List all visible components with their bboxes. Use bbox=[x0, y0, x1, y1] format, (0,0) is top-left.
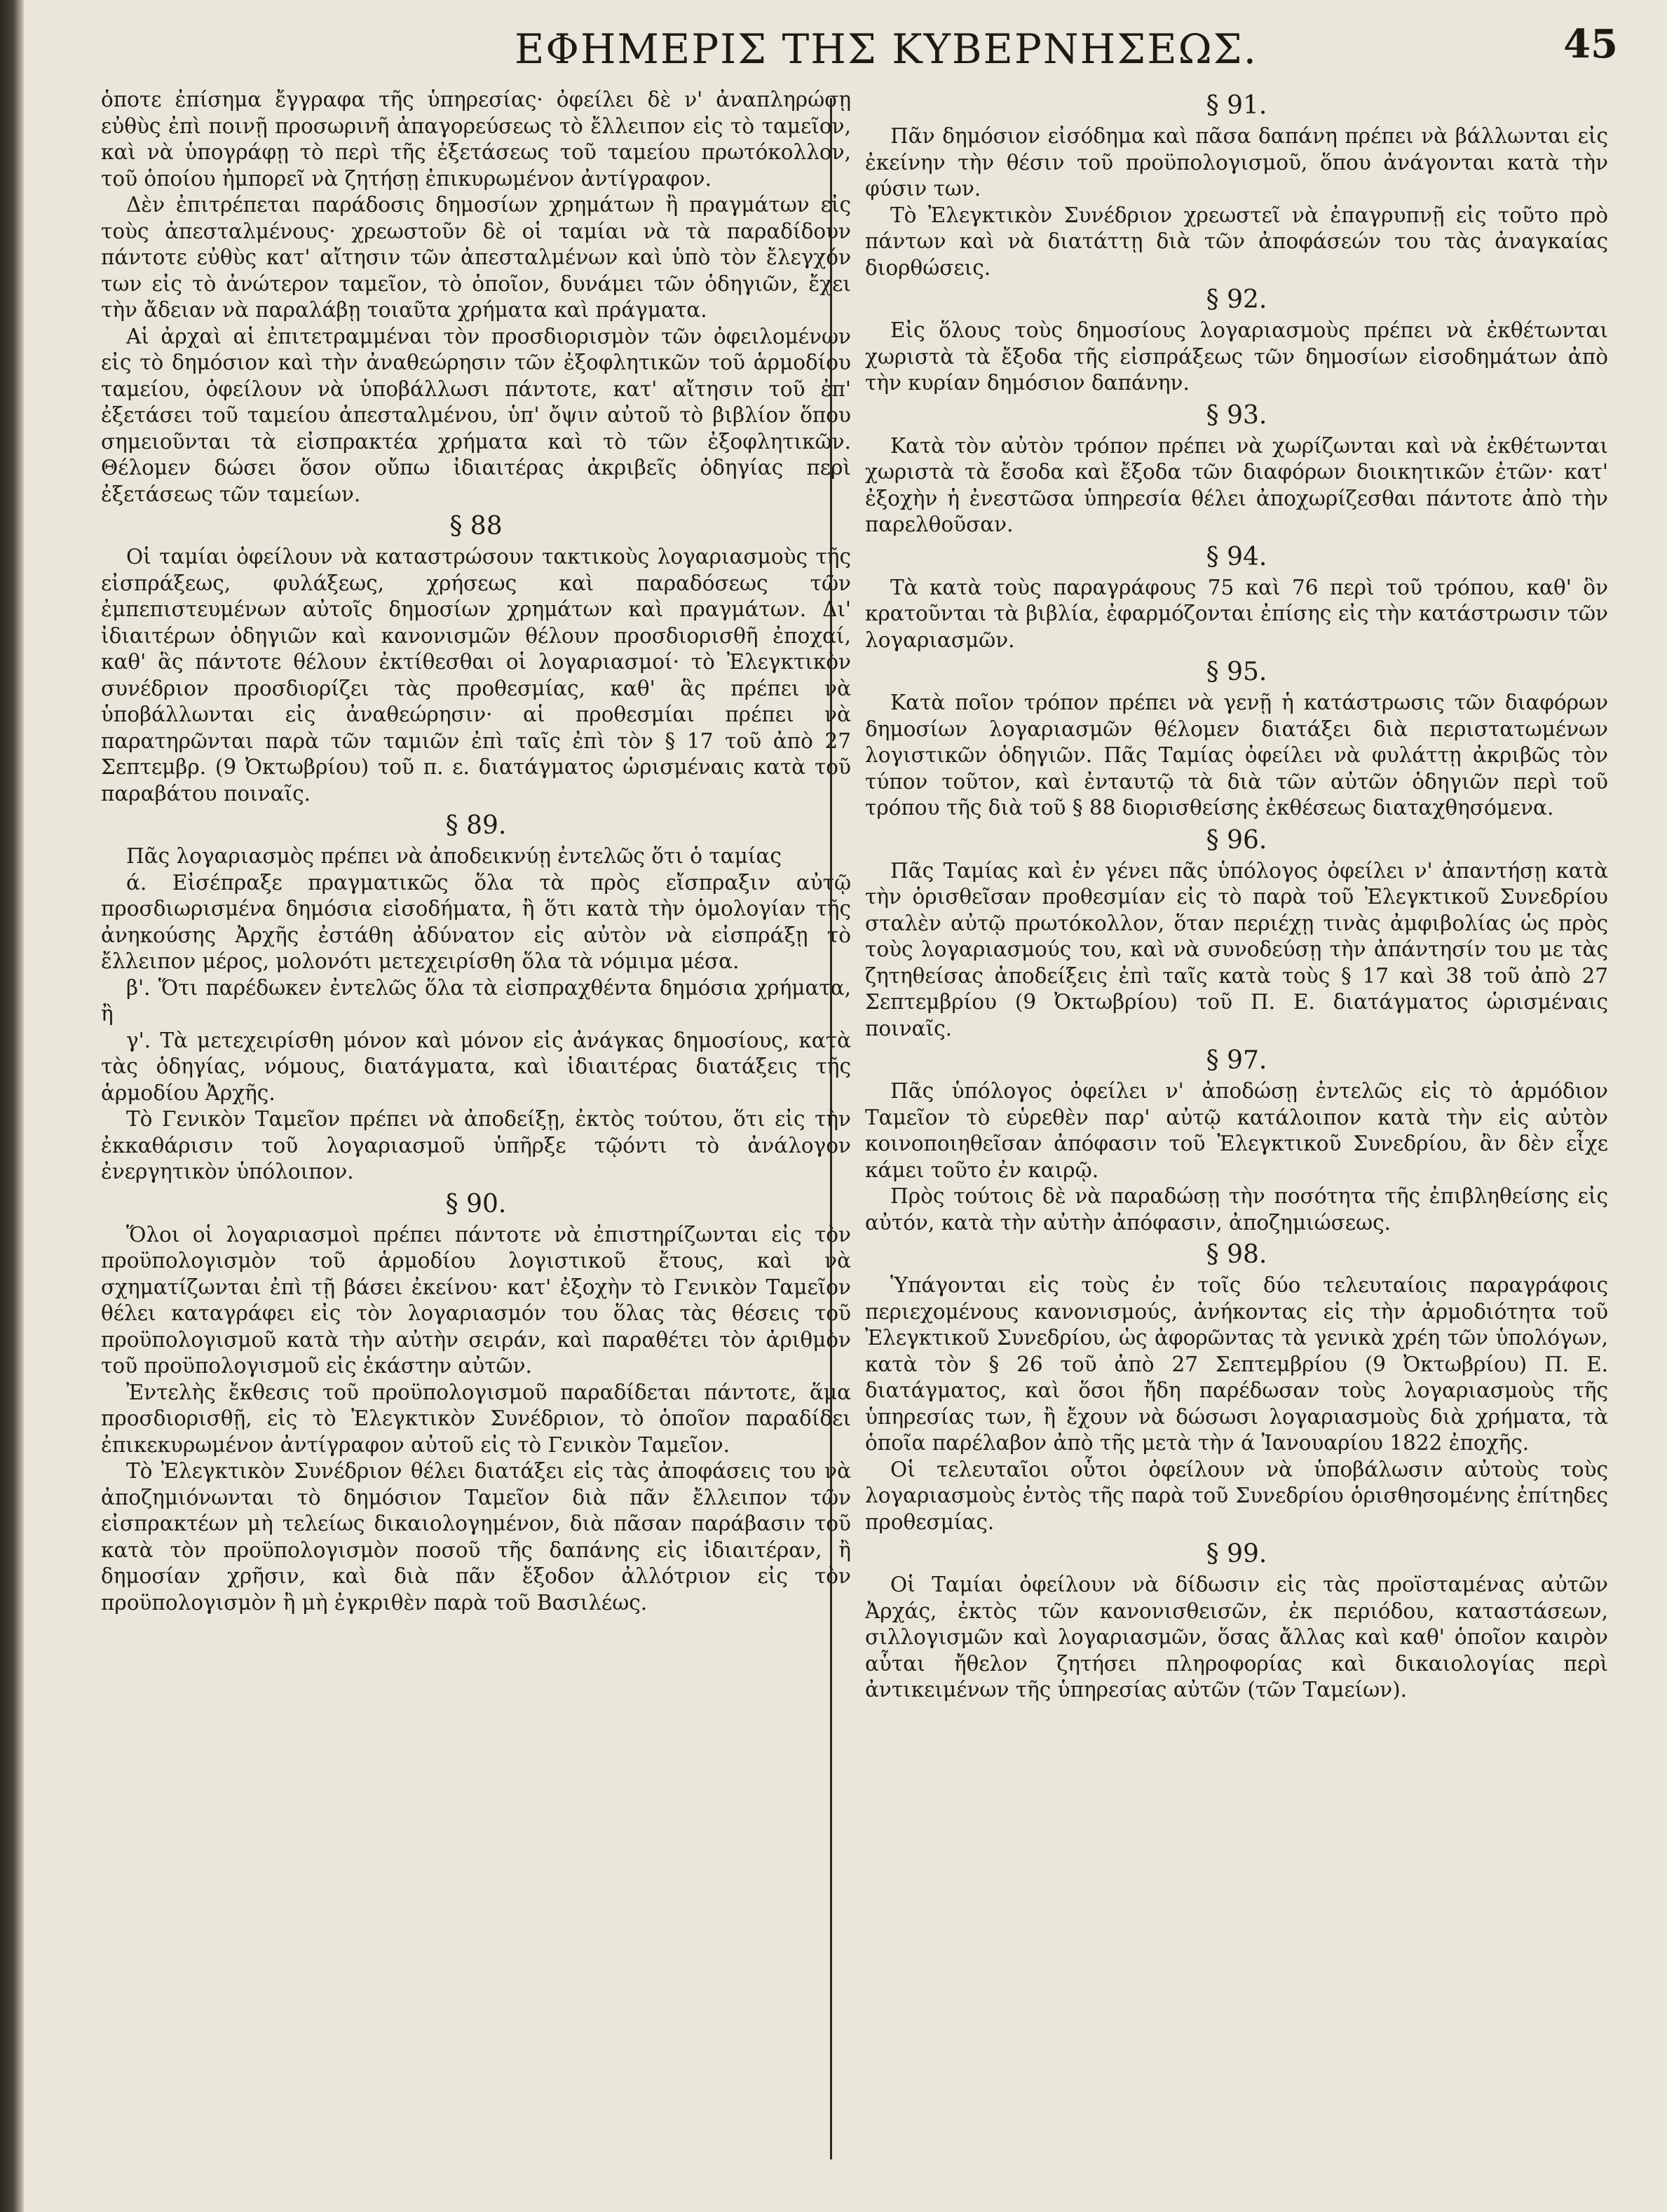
paragraph: Οἱ ταμίαι ὀφείλουν νὰ καταστρώσουν τακτικοὺς λογαριασμοὺς τῆς εἰσπράξεως, φυλάξεως, χρήσεως καὶ παραδόσεως τῶν ἐμπεπιστευμένων αὐτοῖς δημοσίων χρημάτων καὶ πραγμάτων. Δι' ἰδιαιτέρων ὁδηγιῶν καὶ κανονισμῶν θέλουν προσδιορισθῆ ἐποχαί, καθ' ἃς πάντοτε θέλουν ἐκτίθεσθαι οἱ λογαριασμοί· τὸ Ἐλεγκτικὸν συνέδριον προσδιορίζει τὰς προθεσμίας, καθ' ἃς πρέπει νὰ ὑποβάλλωνται εἰς ἀναθεώρησιν· αἱ προθεσμίαι πρέπει νὰ παρατηρῶνται παρὰ τῶν ταμιῶν ἐπὶ ταῖς ἐπὶ τὸν § 17 τοῦ ἀπὸ 27 Σεπτεμβρ. (9 Ὀκτωβρίου) τοῦ π. ε. διατάγματος ὡρισμέναις κατὰ τοῦ παραβάτου ποιναῖς. bbox=[101, 545, 851, 806]
paragraph: Ἐντελὴς ἔκθεσις τοῦ προϋπολογισμοῦ παραδίδεται πάντοτε, ἅμα προσδιορισθῇ, εἰς τὸ Ἐλεγκτικὸν Συνέδριον, τὸ ὁποῖον παραδίδει ἐπικεκυρωμένον ἀντίγραφον αὐτοῦ εἰς τὸ Γενικὸν Ταμεῖον. bbox=[101, 1380, 851, 1457]
section-heading: § 98. bbox=[1206, 1240, 1267, 1269]
paragraph: Πᾶν δημόσιον εἰσόδημα καὶ πᾶσα δαπάνη πρέπει νὰ βάλλωνται εἰς ἐκείνην τὴν θέσιν τοῦ προϋπολογισμοῦ, ὅπου ἀνάγονται κατὰ τὴν φύσιν των. bbox=[865, 124, 1608, 201]
page-number: 45 bbox=[1563, 21, 1618, 67]
section-heading: § 90. bbox=[445, 1189, 507, 1219]
left-column bbox=[101, 87, 851, 1616]
paragraph: Πᾶς Ταμίας καὶ ἐν γένει πᾶς ὑπόλογος ὀφείλει ν' ἀπαντήσῃ κατὰ τὴν ὁρισθεῖσαν προθεσμίαν εἰς τὸ παρὰ τοῦ Ἐλεγκτικοῦ Συνεδρίου σταλὲν αὐτῷ πρωτόκολλον, ὅταν περιέχῃ τινὰς ἀμφιβολίας ὡς πρὸς τοὺς λογαριασμούς του, καὶ νὰ συνοδεύσῃ τὴν ἀπάντησίν του με τὰς ζητηθείσας ἀποδείξεις ἐπὶ ταῖς κατὰ τοὺς § 17 καὶ 38 τοῦ ἀπὸ 27 Σεπτεμβρίου (9 Ὀκτωβρίου) τοῦ Π. Ε. διατάγματος ὡρισμέναις ποιναῖς. bbox=[865, 858, 1608, 1040]
paragraph: Πρὸς τούτοις δὲ νὰ παραδώσῃ τὴν ποσότητα τῆς ἐπιβληθείσης εἰς αὐτόν, κατὰ τὴν αὐτὴν ἀπόφασιν, ἀποζημιώσεως. bbox=[865, 1184, 1608, 1235]
book-spine bbox=[0, 0, 24, 2212]
paragraph: ὁποτε ἐπίσημα ἔγγραφα τῆς ὑπηρεσίας· ὀφείλει δὲ ν' ἀναπληρώσῃ εὐθὺς ἐπὶ ποινῇ προσωρινῆ ἀπαγορεύσεως τὸ ἔλλειπον εἰς τὸ ταμεῖον, καὶ νὰ ὑπογράφῃ τὸ περὶ τῆς ἐξετάσεως τοῦ ταμείου πρωτόκολλον, τοῦ ὁποίου ἠμπορεῖ νὰ ζητήσῃ ἐπικυρωμένον ἀντίγραφον. bbox=[101, 88, 851, 191]
section-heading: § 95. bbox=[1206, 658, 1267, 686]
paragraph: Δὲν ἐπιτρέπεται παράδοσις δημοσίων χρημάτων ἢ πραγμάτων εἰς τοὺς ἀπεσταλμένους· χρεωστοῦν δὲ οἱ ταμίαι νὰ τὰ παραδίδουν πάντοτε εὐθὺς κατ' αἴτησιν τῶν ἀπεσταλμένων καὶ ὑπὸ τὸν ἔλεγχόν των εἰς τὸ ἀνώτερον ταμεῖον, τὸ ὁποῖον, δυνάμει τῶν ὁδηγιῶν, ἔχει τὴν ἄδειαν νὰ παραλάβῃ τοιαῦτα χρήματα καὶ πράγματα. bbox=[101, 193, 851, 322]
paragraph: Αἱ ἀρχαὶ αἱ ἐπιτετραμμέναι τὸν προσδιορισμὸν τῶν ὀφειλομένων εἰς τὸ δημόσιον καὶ τὴν ἀναθεώρησιν τῶν ἐξοφλητικῶν τοῦ ἁρμοδίου ταμείου, ὀφείλουν νὰ ὑποβάλλωσι πάντοτε, κατ' αἴτησιν τοῦ ἐπ' ἐξετάσει τοῦ ταμείου ἀπεσταλμένου, ὑπ' ὄψιν αὐτοῦ τὸ βιβλίον ὅπου σημειοῦνται τὰ εἰσπρακτέα χρήματα καὶ τὸ τῶν ἐξοφλητικῶν. Θέλομεν δώσει ὅσον οὔπω ἰδιαιτέρας ἀκριβεῖς ὁδηγίας περὶ ἐξετάσεως τῶν ταμείων. bbox=[101, 324, 851, 506]
paragraph: Τὸ Ἐλεγκτικὸν Συνέδριον χρεωστεῖ νὰ ἐπαγρυπνῇ εἰς τοῦτο πρὸ πάντων καὶ νὰ διατάττῃ διὰ τῶν ἀποφάσεών του τὰς ἀναγκαίας διορθώσεις. bbox=[865, 203, 1608, 280]
journal-title: ΕΦΗΜΕΡΙΣ ΤΗΣ ΚΥΒΕΡΝΗΣΕΩΣ. bbox=[515, 25, 1258, 73]
paragraph: Κατὰ τὸν αὐτὸν τρόπον πρέπει νὰ χωρίζωνται καὶ νὰ ἐκθέτωνται χωριστὰ τὰ ἔσοδα καὶ ἔξοδα τῶν διαφόρων διοικητικῶν ἐτῶν· κατ' ἐξοχὴν ἡ ἐνεστῶσα ὑπηρεσία θέλει ἀποχωρίζεσθαι πάντοτε ἀπὸ τὴν παρελθοῦσαν. bbox=[865, 433, 1608, 536]
paragraph: Οἱ Ταμίαι ὀφείλουν νὰ δίδωσιν εἰς τὰς προϊσταμένας αὐτῶν Ἀρχάς, ἐκτὸς τῶν κανονισθεισῶν, ἐκ περιόδου, καταστάσεων, σιλλογισμῶν καὶ λογαριασμῶν, ὅσας ἄλλας καὶ καθ' ὁποῖον καιρὸν αὗται ἤθελον ζητήσει πληροφορίας καὶ δικαιολογίας περὶ ἀντικειμένων τῆς ὑπηρεσίας αὐτῶν (τῶν Ταμείων). bbox=[865, 1573, 1608, 1702]
paragraph: Ὑπάγονται εἰς τοὺς ἐν τοῖς δύο τελευταίοις παραγράφοις περιεχομένους κανονισμούς, ἀνήκοντας εἰς τὴν ἁρμοδιότητα τοῦ Ἐλεγκτικοῦ Συνεδρίου, ὡς ἀφορῶντας τὰ γενικὰ χρέη τῶν ὑπολόγων, κατὰ τὸν § 26 τοῦ ἀπὸ 27 Σεπτεμβρίου (9 Ὀκτωβρίου) Π. Ε. διατάγματος, καὶ ὅσοι ἤδη παρέδωσαν τοὺς λογαριασμοὺς τῆς ὑπηρεσίας των, ἢ ἔχουν νὰ δώσωσι λογαριασμοὺς διὰ χρήματα, τὰ ὁποῖα παρέλαβον ἀπὸ τῆς μετὰ τὴν ά Ἰανουαρίου 1822 ἐποχῆς. bbox=[865, 1273, 1608, 1455]
paragraph: Εἰς ὅλους τοὺς δημοσίους λογαριασμοὺς πρέπει νὰ ἐκθέτωνται χωριστὰ τὰ ἔξοδα τῆς εἰσπράξεως τῶν δημοσίων εἰσοδημάτων ἀπὸ τὴν κυρίαν δημόσιον δαπάνην. bbox=[865, 318, 1608, 395]
section-heading: § 91. bbox=[1206, 91, 1267, 120]
newspaper-page bbox=[24, 0, 1667, 2212]
right-column bbox=[865, 87, 1608, 1704]
paragraph: Ὅλοι οἱ λογαριασμοὶ πρέπει πάντοτε νὰ ἐπιστηρίζωνται εἰς τὸν προϋπολογισμὸν τοῦ ἁρμοδίου λογιστικοῦ ἔτους, καὶ νὰ σχηματίζωνται ἐπὶ τῇ βάσει ἐκείνου· κατ' ἐξοχὴν τὸ Γενικὸν Ταμεῖον θέλει καταγράφει εἰς τὸν λογαριασμόν του ὅλας τὰς θέσεις τοῦ προϋπολογισμοῦ κατὰ τὴν αὐτὴν σειράν, καὶ παραθέτει τὸν ἀριθμὸν τοῦ προϋπολογισμοῦ εἰς ἑκάστην αὐτῶν. bbox=[101, 1222, 851, 1378]
paragraph: ά. Εἰσέπραξε πραγματικῶς ὅλα τὰ πρὸς εἴσπραξιν αὐτῷ προσδιωρισμένα δημόσια εἰσοδήματα, ἢ ὅτι κατὰ τὴν ὁμολογίαν τῆς ἀνηκούσης Ἀρχῆς ἐστάθη ἀδύνατον εἰς αὐτὸν νὰ εἰσπράξῃ τὸ ἔλλειπον μέρος, μολονότι μετεχειρίσθη ὅλα τὰ νόμιμα μέσα. bbox=[101, 870, 851, 973]
paragraph: Πᾶς λογαριασμὸς πρέπει νὰ ἀποδεικνύῃ ἐντελῶς ὅτι ὁ ταμίας bbox=[126, 844, 782, 868]
section-heading: § 93. bbox=[1206, 400, 1267, 430]
paragraph: Οἱ τελευταῖοι οὗτοι ὀφείλουν νὰ ὑποβάλωσιν αὐτοὺς τοὺς λογαριασμοὺς ἐντὸς τῆς παρὰ τοῦ Συνεδρίου ὁρισθησομένης ἐπίτηδες προθεσμίας. bbox=[865, 1457, 1608, 1534]
paragraph: Τὸ Ἐλεγκτικὸν Συνέδριον θέλει διατάξει εἰς τὰς ἀποφάσεις του νὰ ἀποζημιόνωνται τὸ δημόσιον Ταμεῖον διὰ πᾶν ἔλλειπον τῶν εἰσπρακτέων μὴ τελείως δικαιολογημένον, διὰ πᾶσαν παράβασιν τοῦ κατὰ τὸν προϋπολογισμὸν ποσοῦ τῆς δαπάνης εἰς ἰδιαιτέραν, ἢ δημοσίαν χρῆσιν, καὶ διὰ πᾶν ἔξοδον ἀλλότριον εἰς τὸν προϋπολογισμὸν ἢ μὴ ἐγκριθὲν παρὰ τοῦ Βασιλέως. bbox=[101, 1459, 851, 1615]
paragraph: Τὰ κατὰ τοὺς παραγράφους 75 καὶ 76 περὶ τοῦ τρόπου, καθ' ὃν κρατοῦνται τὰ βιβλία, ἐφαρμόζονται ἐπίσης εἰς τὴν κατάστρωσιν τῶν λογαριασμῶν. bbox=[865, 575, 1608, 652]
paragraph: Πᾶς ὑπόλογος ὀφείλει ν' ἀποδώσῃ ἐντελῶς εἰς τὸ ἁρμόδιον Ταμεῖον τὸ εὑρεθὲν παρ' αὐτῷ κατάλοιπον κατὰ τὴν εἰς αὐτὸν κοινοποιηθεῖσαν ἀπόφασιν τοῦ Ἐλεγκτικοῦ Συνεδρίου, ἂν δὲν εἶχε κάμει τοῦτο ἐν καιρῷ. bbox=[865, 1079, 1608, 1182]
paragraph: Κατὰ ποῖον τρόπον πρέπει νὰ γενῇ ἡ κατάστρωσις τῶν διαφόρων δημοσίων λογαριασμῶν θέλομεν διατάξει διὰ περιστατωμένων λογιστικῶν ὁδηγιῶν. Πᾶς Ταμίας ὀφείλει νὰ φυλάττῃ ἀκριβῶς τὸν τύπον τοῦτον, καὶ ἐνταυτῷ τὰ διὰ τῶν αὐτῶν ὁδηγιῶν περὶ τοῦ τρόπου τῆς διὰ τοῦ § 88 διορισθείσης ἐκθέσεως διαταχθησόμενα. bbox=[865, 691, 1608, 820]
section-heading: § 94. bbox=[1206, 542, 1267, 571]
section-heading: § 96. bbox=[1206, 825, 1267, 855]
section-heading: § 89. bbox=[445, 811, 507, 840]
section-heading: § 92. bbox=[1206, 285, 1267, 314]
page-header bbox=[24, 21, 1667, 77]
paragraph: Τὸ Γενικὸν Ταμεῖον πρέπει νὰ ἀποδείξῃ, ἐκτὸς τούτου, ὅτι εἰς τὴν ἐκκαθάρισιν τοῦ λογαριασμοῦ ὑπῆρξε τῷόντι τὸ ἀνάλογον ἐνεργητικὸν ὑπόλοιπον. bbox=[101, 1107, 851, 1183]
section-heading: § 97. bbox=[1206, 1046, 1267, 1075]
paragraph: γ'. Τὰ μετεχειρίσθη μόνον καὶ μόνον εἰς ἀνάγκας δημοσίους, κατὰ τὰς ὁδηγίας, νόμους, διατάγματα, καὶ ἰδιαιτέρας διατάξεις τῆς ἁρμοδίου Ἀρχῆς. bbox=[101, 1028, 851, 1105]
section-heading: § 88 bbox=[449, 512, 503, 541]
paragraph: β'. Ὅτι παρέδωκεν ἐντελῶς ὅλα τὰ εἰσπραχθέντα δημόσια χρήματα, ἢ bbox=[101, 975, 851, 1026]
section-heading: § 99. bbox=[1206, 1540, 1267, 1568]
